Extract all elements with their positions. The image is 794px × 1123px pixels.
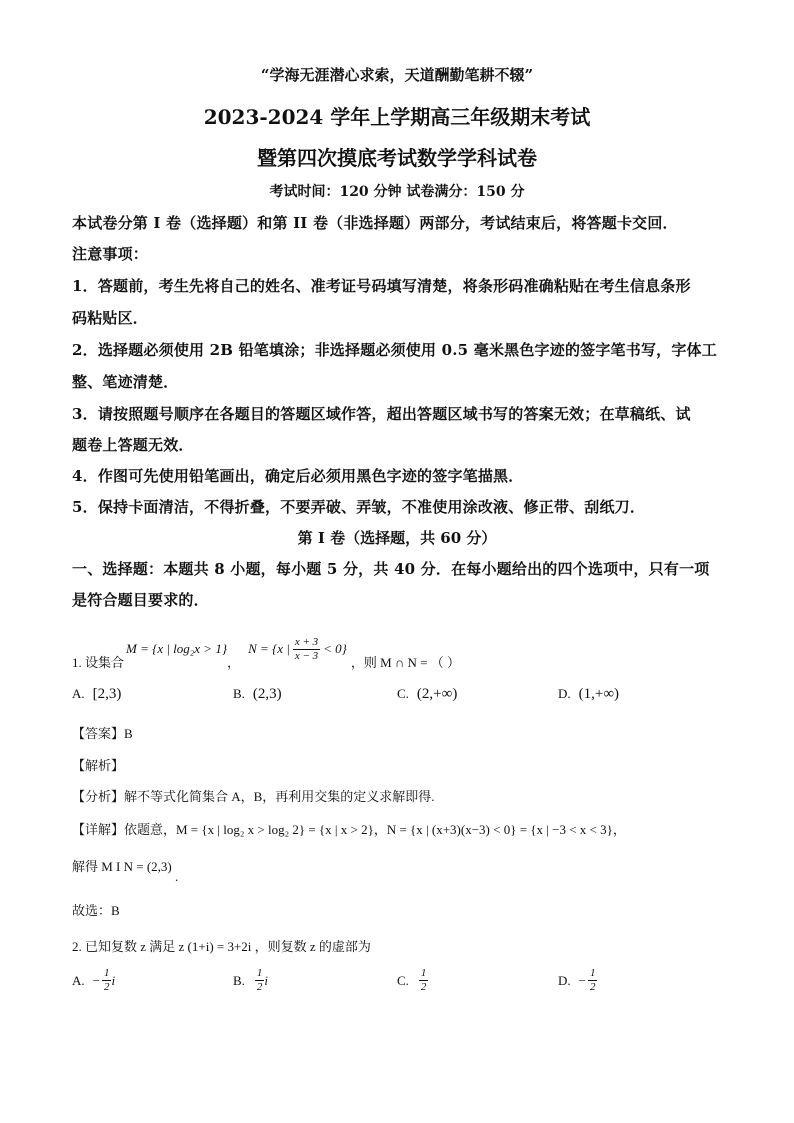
q1-option-c[interactable] xyxy=(397,686,457,703)
option-fraction xyxy=(588,968,598,993)
frac-den: 2 xyxy=(103,981,110,993)
section-heading: 第 I 卷（选择题，共 60 分） xyxy=(297,529,497,547)
note-1a: 1．答题前，考生先将自己的姓名、准考证号码填写清楚，将条形码准确粘贴在考生信息条形 xyxy=(72,277,691,295)
q1-fenxi: 【分析】解不等式化简集合 A，B，再利用交集的定义求解即得. xyxy=(72,789,435,804)
q1-frac-den: x − 3 xyxy=(294,649,319,662)
notice-title: 注意事项： xyxy=(72,245,149,263)
q1-set-n-right: < 0} xyxy=(323,641,347,656)
note-3a: 3．请按照题号顺序在各题目的答题区域作答，超出答题区域书写的答案无效；在草稿纸、试 xyxy=(72,405,691,423)
option-value: (2,+∞) xyxy=(416,686,458,702)
option-letter: D. xyxy=(558,686,571,701)
note-1b: 码粘贴区． xyxy=(72,309,149,327)
q1-option-d[interactable] xyxy=(558,686,619,703)
q1-detail: 【详解】依题意，M = {x | log₂ x > log₂ 2} = {x | x > 2}，N = {x | (x+3)(x−3) < 0} = {x | −3 < x < 3}， xyxy=(72,822,626,837)
q1-choice: 故选：B xyxy=(72,903,120,918)
note-3b: 题卷上答题无效． xyxy=(72,436,194,454)
note-4: 4．作图可先使用铅笔画出，确定后必须用黑色字迹的签字笔描黑． xyxy=(72,467,524,485)
q1-comma: ， xyxy=(227,654,241,670)
q1-set-n-left: N = {x | xyxy=(248,641,290,656)
motto: “学海无涯潜心求索，天道酬勤笔耕不辍” xyxy=(260,66,534,84)
q1-option-a[interactable] xyxy=(72,686,121,703)
q1-analysis-tag: 【解析】 xyxy=(72,758,125,773)
frac-den: 2 xyxy=(420,981,427,993)
q1-ask: ，则 M ∩ N = （ ） xyxy=(350,654,461,670)
q1-answer: 【答案】B xyxy=(72,726,133,741)
option-fraction xyxy=(102,968,112,993)
q1-result-dot: . xyxy=(175,869,179,884)
q1-result-line xyxy=(72,856,179,884)
option-letter: C. xyxy=(397,686,409,701)
option-letter: C. xyxy=(397,972,409,988)
q1-frac-num: x + 3 xyxy=(294,635,319,648)
frac-num: 1 xyxy=(420,967,427,979)
option-value: (1,+∞) xyxy=(578,686,620,702)
option-letter: A. xyxy=(72,972,85,988)
option-sign: − xyxy=(578,972,586,988)
section-desc-1: 一、选择题：本题共 8 小题，每小题 5 分，共 40 分．在每小题给出的四个选项中，只有一项 xyxy=(72,560,710,578)
q1-option-b[interactable] xyxy=(233,686,282,703)
intro-line: 本试卷分第 I 卷（选择题）和第 II 卷（非选择题）两部分，考试结束后，将答题卡交回． xyxy=(72,214,678,232)
q1-result: 解得 M I N = (2,3) xyxy=(72,859,172,874)
option-value: [2,3) xyxy=(92,686,122,702)
q2-option-c[interactable] xyxy=(397,968,428,993)
option-value: (2,3) xyxy=(252,686,282,702)
frac-num: 1 xyxy=(103,967,110,979)
exam-title: 2023-2024 学年上学期高三年级期末考试 xyxy=(203,105,591,129)
question-2-stem: 2. 已知复数 z 满足 z (1+i) = 3+2i ，则复数 z 的虚部为 xyxy=(72,939,371,954)
note-5: 5．保持卡面清洁，不得折叠，不要弄破、弄皱，不准使用涂改液、修正带、刮纸刀． xyxy=(72,498,646,516)
note-2a: 2．选择题必须使用 2B 铅笔填涂；非选择题必须使用 0.5 毫米黑色字迹的签字笔书写，字体工 xyxy=(72,341,717,359)
exam-time-score: 考试时间：120 分钟 试卷满分：150 分 xyxy=(269,184,525,200)
frac-den: 2 xyxy=(589,981,596,993)
section-desc-2: 是符合题目要求的． xyxy=(72,591,209,609)
option-letter: B. xyxy=(233,972,245,988)
option-suffix: i xyxy=(111,972,116,988)
option-sign: − xyxy=(92,972,100,988)
frac-num: 1 xyxy=(256,967,263,979)
exam-subtitle: 暨第四次摸底考试数学学科试卷 xyxy=(257,146,537,170)
option-letter: A. xyxy=(72,686,85,701)
q2-option-a[interactable] xyxy=(72,968,115,993)
note-2b: 整、笔迹清楚． xyxy=(72,373,179,391)
option-fraction xyxy=(419,968,429,993)
option-letter: D. xyxy=(558,972,571,988)
q1-set-m: M = {x | log₂x > 1} xyxy=(126,641,228,656)
frac-num: 1 xyxy=(589,967,596,979)
q2-option-b[interactable] xyxy=(233,968,268,993)
q1-prefix: 1. 设集合 xyxy=(72,654,125,670)
q1-fraction xyxy=(293,637,320,662)
question-1-stem xyxy=(72,634,460,674)
option-fraction xyxy=(255,968,265,993)
frac-den: 2 xyxy=(256,981,263,993)
option-suffix: i xyxy=(264,972,269,988)
option-letter: B. xyxy=(233,686,245,701)
q2-option-d[interactable] xyxy=(558,968,597,993)
